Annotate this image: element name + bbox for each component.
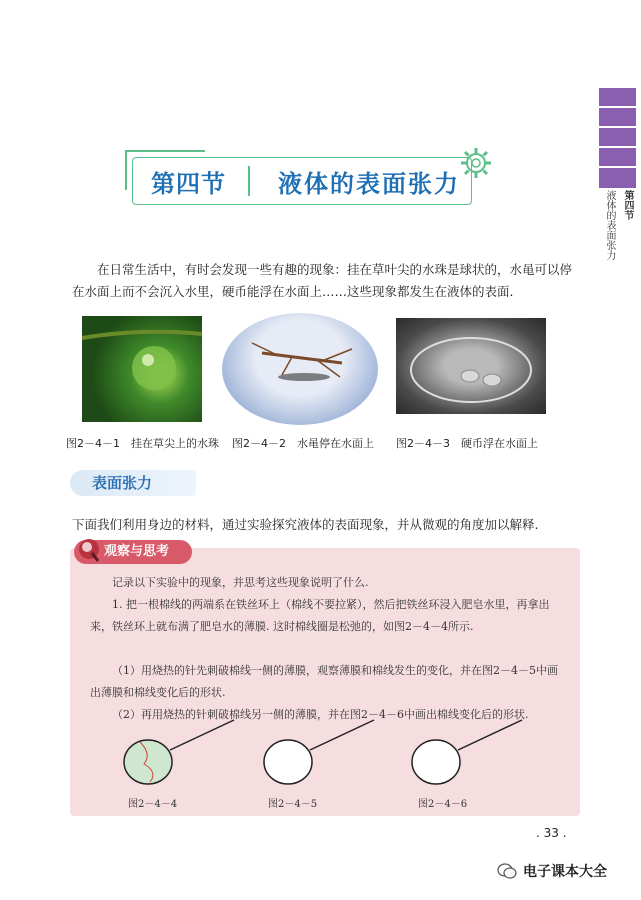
dew-drop-photo <box>82 316 202 422</box>
section-title-banner <box>132 157 472 205</box>
wechat-icon <box>497 863 517 879</box>
figure-label: 图2－4－4 <box>128 799 178 810</box>
observe-line: （2）再用烧热的针刺破棉线另一侧的薄膜，并在图2－4－6中画出棉线变化后的形状. <box>112 708 529 721</box>
wire-loop-drawing <box>118 718 238 788</box>
side-tab-section: 第四节 <box>622 190 633 220</box>
observe-line: 记录以下实验中的现象，并思考这些现象说明了什么. <box>112 576 369 589</box>
watermark-text: 电子课本大全 <box>523 864 607 880</box>
section-title: 液体的表面张力 <box>278 169 460 198</box>
figure-caption: 图2－4－1 挂在草尖上的水珠 <box>66 437 219 450</box>
figure-caption: 图2－4－2 水黾停在水面上 <box>232 437 374 450</box>
gear-icon <box>458 145 494 181</box>
side-tab-label <box>600 190 636 280</box>
water-strider-photo <box>222 313 378 425</box>
figure-label: 图2－4－5 <box>268 799 318 810</box>
side-tab-name: 液体的表面张力 <box>604 190 615 260</box>
floating-coin-photo <box>396 318 546 414</box>
section-number: 第四节 <box>151 169 226 198</box>
wire-loop-drawing <box>406 718 526 788</box>
page-number: . 33 . <box>536 826 567 840</box>
source-watermark <box>497 861 607 881</box>
figure-label: 图2－4－6 <box>418 799 468 810</box>
observe-line: （1）用烧热的针先刺破棉线一侧的薄膜，观察薄膜和棉线发生的变化，并在图2－4－5中画出薄膜和棉线变化后的形状. <box>90 664 558 699</box>
magnifier-icon <box>76 537 102 565</box>
figure-caption: 图2－4－3 硬币浮在水面上 <box>396 437 538 450</box>
observe-line: 1. 把一根棉线的两端系在铁丝环上（棉线不要拉紧），然后把铁丝环浸入肥皂水里，再拿出来，铁丝环上就布满了肥皂水的薄膜. 这时棉线圈是松弛的，如图2－4－4所示. <box>90 598 550 633</box>
lead-paragraph: 下面我们利用身边的材料，通过实验探究液体的表面现象，并从微观的角度加以解释. <box>72 517 539 532</box>
title-divider <box>248 166 250 196</box>
observe-think-tab: 观察与思考 <box>74 540 192 564</box>
wire-loop-drawing <box>258 718 378 788</box>
intro-paragraph: 在日常生活中，有时会发现一些有趣的现象：挂在草叶尖的水珠是球状的，水黾可以停在水面上而不会沉入水里，硬币能浮在水面上……这些现象都发生在液体的表面. <box>72 262 573 299</box>
chapter-side-tab <box>599 88 636 188</box>
subsection-header: 表面张力 <box>70 470 196 496</box>
